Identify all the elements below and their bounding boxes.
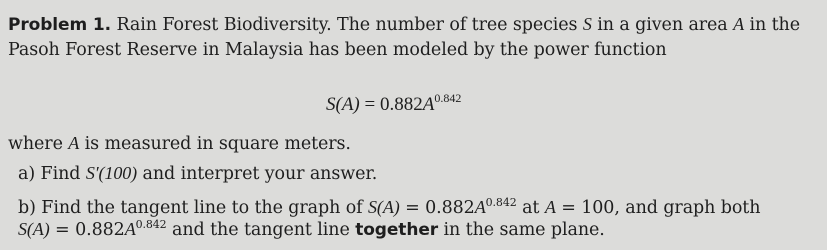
formula-exponent: 0.842: [434, 91, 462, 105]
problem-intro-mid: in a given area: [591, 15, 734, 35]
part-a-label: a): [18, 164, 36, 184]
formula-lhs: S(A): [326, 94, 360, 115]
part-b-line2-eq: = 0.882: [49, 220, 125, 240]
problem-intro-end: in the: [744, 15, 800, 35]
where-line: [8, 133, 351, 154]
part-b-val: = 100: [555, 198, 615, 218]
var-s: S: [582, 14, 592, 34]
part-b-exp: 0.842: [485, 196, 517, 209]
part-b-text-start: Find the tangent line to the graph of: [35, 198, 369, 218]
part-a-line: [18, 163, 377, 184]
part-b-var: A: [544, 197, 556, 217]
part-b-at: at: [516, 198, 545, 218]
problem-label: Problem 1.: [8, 15, 111, 35]
where-text-end: is measured in square meters.: [79, 134, 351, 154]
part-b-line2-base: A: [124, 219, 136, 239]
part-b-label: b): [18, 198, 36, 218]
part-b-fn: S(A): [368, 197, 400, 217]
formula-equals: = 0.882: [359, 94, 423, 115]
where-text-start: where: [8, 134, 69, 154]
power-function-formula: [326, 86, 461, 117]
problem-description-line: [8, 40, 667, 60]
problem-intro-text: Rain Forest Biodiversity. The number of tree species: [116, 15, 583, 35]
var-a: A: [733, 14, 745, 34]
part-b-line2-text: and the tangent line: [166, 220, 356, 240]
part-b-line2-end: in the same plane.: [438, 220, 605, 240]
part-b-line2-exp: 0.842: [135, 218, 167, 231]
part-b-line-2: [18, 215, 605, 240]
part-b-eq: = 0.882: [399, 198, 475, 218]
where-var: A: [68, 133, 80, 153]
formula-base: A: [422, 94, 435, 115]
part-a-text-start: Find: [35, 164, 86, 184]
part-b-bold-word: together: [355, 220, 439, 240]
part-a-text-end: and interpret your answer.: [137, 164, 378, 184]
part-b-base: A: [474, 197, 486, 217]
part-b-line2-fn: S(A): [18, 219, 50, 239]
part-a-derivative: S′(100): [85, 163, 138, 183]
part-b-text-end: , and graph both: [614, 198, 761, 218]
problem-description: Pasoh Forest Reserve in Malaysia has been modeled by the power function: [8, 40, 667, 60]
problem-heading-line: [8, 14, 800, 35]
